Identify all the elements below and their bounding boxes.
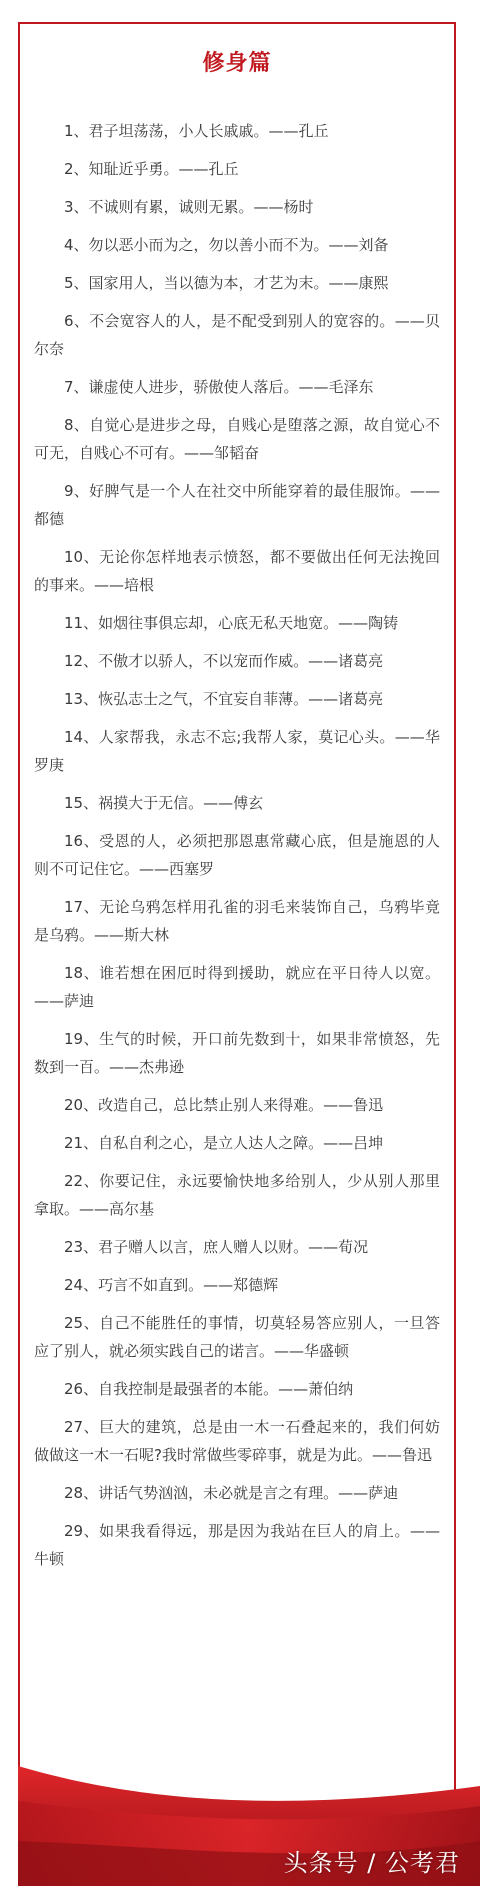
quote-item: 4、勿以恶小而为之，勿以善小而不为。——刘备 bbox=[64, 236, 389, 254]
quote-item: 20、改造自己，总比禁止别人来得难。——鲁迅 bbox=[64, 1096, 384, 1114]
quote-item: 1、君子坦荡荡，小人长戚戚。——孔丘 bbox=[64, 122, 329, 140]
quote-item: 6、不会宽容人的人，是不配受到别人的宽容的。——贝尔奈 bbox=[34, 312, 440, 358]
quote-item: 5、国家用人，当以德为本，才艺为末。——康熙 bbox=[64, 274, 389, 292]
quote-item: 7、谦虚使人进步，骄傲使人落后。——毛泽东 bbox=[64, 378, 374, 396]
quote-item: 3、不诚则有累，诚则无累。——杨时 bbox=[64, 198, 314, 216]
article-frame bbox=[18, 22, 456, 1860]
quote-item: 18、谁若想在困厄时得到援助，就应在平日待人以宽。——萨迪 bbox=[34, 964, 440, 1010]
quote-item: 16、受恩的人，必须把那恩惠常藏心底，但是施恩的人则不可记住它。——西塞罗 bbox=[34, 832, 440, 878]
quote-item: 24、巧言不如直到。——郑德辉 bbox=[64, 1276, 279, 1294]
quote-item: 8、自觉心是进步之母，自贱心是堕落之源，故自觉心不可无，自贱心不可有。——邹韬奋 bbox=[34, 416, 440, 462]
quote-item: 26、自我控制是最强者的本能。——萧伯纳 bbox=[64, 1380, 354, 1398]
quote-item: 9、好脾气是一个人在社交中所能穿着的最佳服饰。——都德 bbox=[34, 482, 440, 528]
quote-item: 17、无论乌鸦怎样用孔雀的羽毛来装饰自己，乌鸦毕竟是乌鸦。——斯大林 bbox=[34, 898, 440, 944]
quote-item: 22、你要记住，永远要愉快地多给别人，少从别人那里拿取。——高尔基 bbox=[34, 1172, 440, 1218]
quote-item: 13、恢弘志士之气，不宜妄自菲薄。——诸葛亮 bbox=[64, 690, 384, 708]
quote-item: 23、君子赠人以言，庶人赠人以财。——荀况 bbox=[64, 1238, 369, 1256]
quote-item: 12、不傲才以骄人，不以宠而作威。——诸葛亮 bbox=[64, 652, 384, 670]
quote-item: 28、讲话气势汹汹，未必就是言之有理。——萨迪 bbox=[64, 1484, 399, 1502]
watermark: 头条号 / 公考君 bbox=[283, 1849, 460, 1877]
quote-item: 15、祸摸大于无信。——傅玄 bbox=[64, 794, 264, 812]
quote-list bbox=[20, 117, 454, 1573]
page-title: 修身篇 bbox=[202, 51, 272, 76]
quote-item: 11、如烟往事俱忘却，心底无私天地宽。——陶铸 bbox=[64, 614, 399, 632]
quote-item: 10、无论你怎样地表示愤怒，都不要做出任何无法挽回的事来。——培根 bbox=[34, 548, 440, 594]
quote-item: 27、巨大的建筑，总是由一木一石叠起来的，我们何妨做做这一木一石呢?我时常做些零碎事，就是为此。——鲁迅 bbox=[34, 1418, 440, 1464]
quote-item: 2、知耻近乎勇。——孔丘 bbox=[64, 160, 239, 178]
quote-item: 29、如果我看得远，那是因为我站在巨人的肩上。——牛顿 bbox=[34, 1522, 440, 1568]
quote-item: 25、自己不能胜任的事情，切莫轻易答应别人，一旦答应了别人，就必须实践自己的诺言。——华盛顿 bbox=[34, 1314, 440, 1360]
quote-item: 19、生气的时候，开口前先数到十，如果非常愤怒，先数到一百。——杰弗逊 bbox=[34, 1030, 440, 1076]
quote-item: 14、人家帮我，永志不忘;我帮人家，莫记心头。——华罗庚 bbox=[34, 728, 440, 774]
quote-item: 21、自私自利之心，是立人达人之障。——吕坤 bbox=[64, 1134, 384, 1152]
